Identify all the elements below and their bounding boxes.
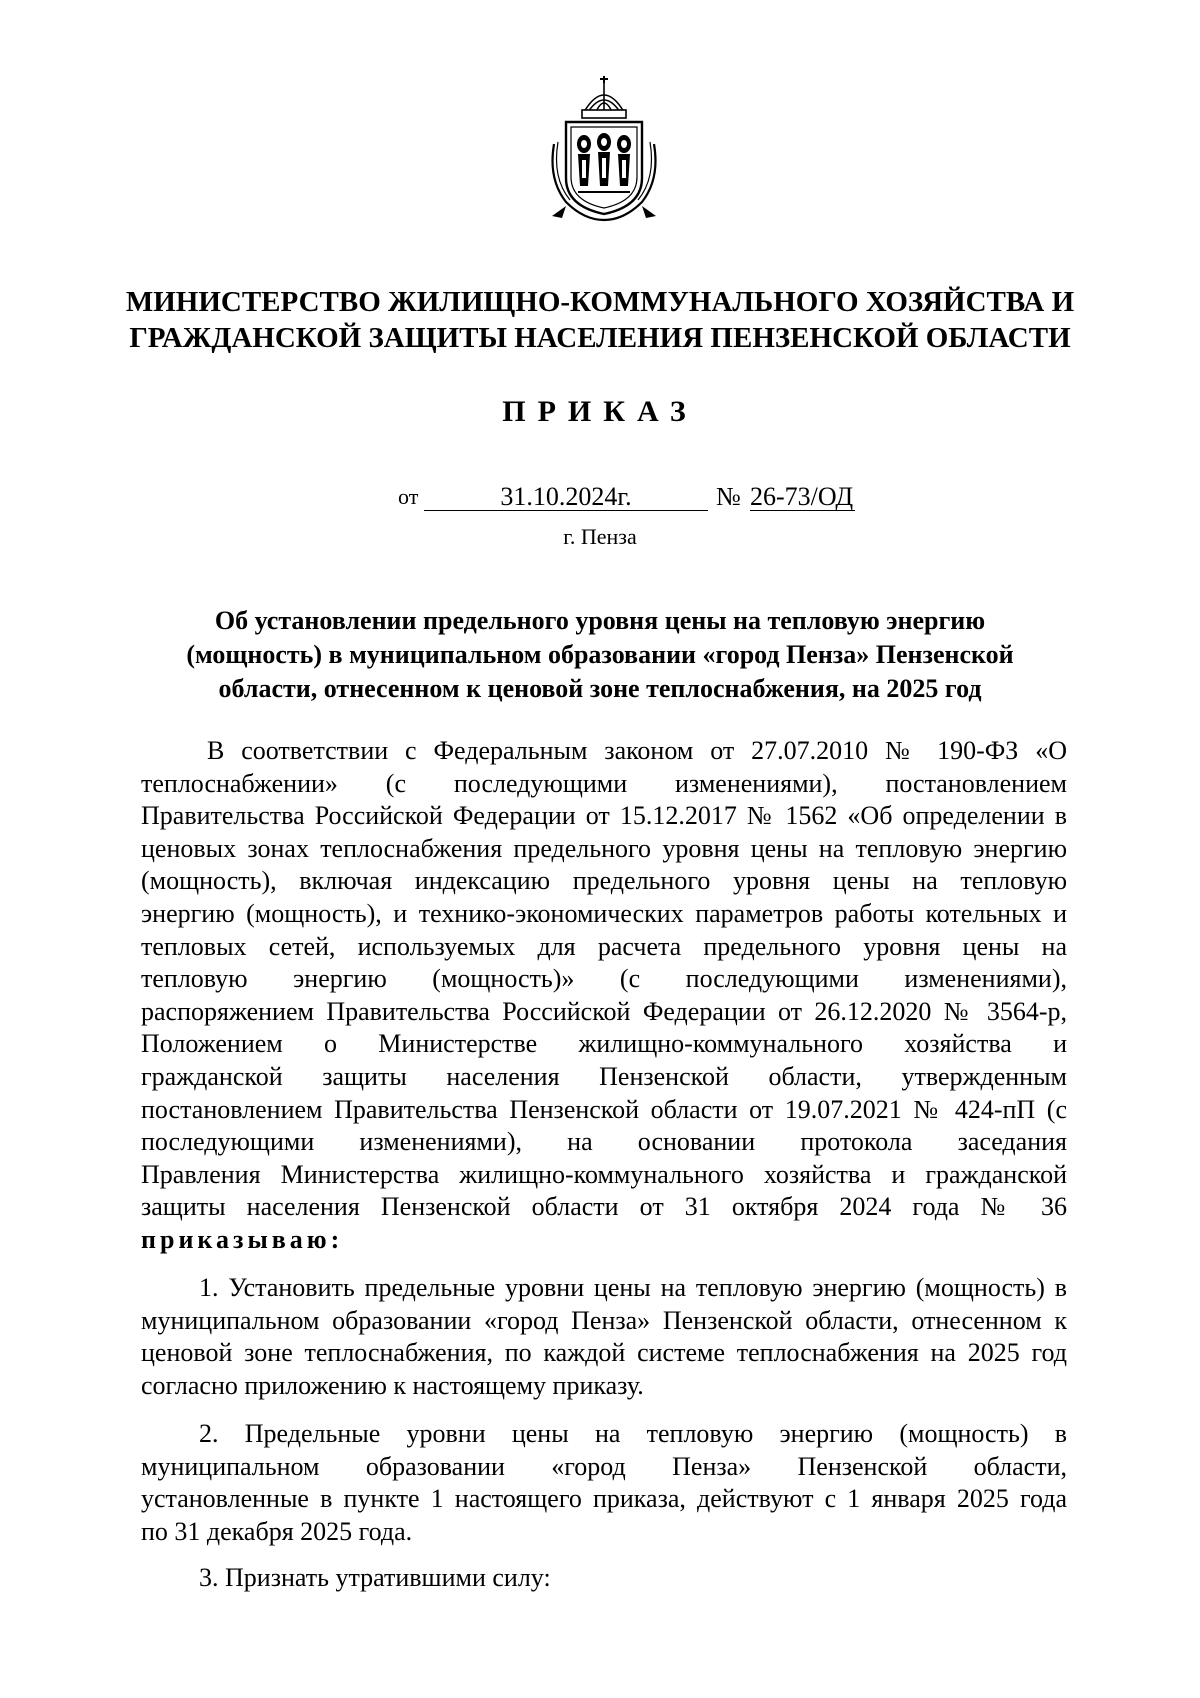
item-1-line-1: 1. Установить предельные уровни цены на тепловую энергию (мощность) в	[199, 1273, 1067, 1302]
preamble-paragraph	[141, 735, 1067, 1257]
item-2-line-2: муниципальном образовании «город Пенза» Пензенской области,	[141, 1451, 1067, 1481]
item-1-line-2: муниципальном образовании «город Пенза» Пензенской области, отнесенном к	[141, 1305, 1067, 1335]
preamble-closing: приказываю:	[141, 1224, 344, 1254]
item-1-line-4: согласно приложению к настоящему приказу.	[141, 1370, 644, 1400]
coat-of-arms-emblem	[544, 74, 664, 224]
document-type-title: ПРИКАЗ	[502, 395, 698, 428]
preamble-line-13: последующими изменениями), на основании протокола заседания	[141, 1127, 1067, 1157]
preamble-line-15: защиты населения Пензенской области от 31 октября 2024 года № 36	[141, 1192, 1067, 1222]
preamble-line-2: теплоснабжении» (с последующими изменениями), постановлением	[141, 768, 1067, 798]
item-3-line-1: 3. Признать утратившими силу:	[199, 1563, 551, 1592]
preamble-line-3: Правительства Российской Федерации от 15.12.2017 № 1562 «Об определении в	[141, 801, 1067, 831]
order-subject	[120, 604, 1080, 706]
ministry-name-line-2: ГРАЖДАНСКОЙ ЗАЩИТЫ НАСЕЛЕНИЯ ПЕНЗЕНСКОЙ ОБЛАСТИ	[129, 322, 1071, 354]
preamble-line-11: гражданской защиты населения Пензенской области, утвержденным	[141, 1061, 1067, 1091]
preamble-line-4: ценовых зонах теплоснабжения предельного уровня цены на тепловую энергию	[141, 833, 1067, 863]
preamble-line-6: энергию (мощность), и технико-экономических параметров работы котельных и	[141, 898, 1067, 928]
preamble-line-5: (мощность), включая индексацию предельного уровня цены на тепловую	[141, 866, 1067, 896]
preamble-line-9: распоряжением Правительства Российской Федерации от 26.12.2020 № 3564-р,	[141, 996, 1067, 1026]
item-2-line-3: установленные в пункте 1 настоящего приказа, действуют с 1 января 2025 года	[141, 1484, 1067, 1514]
ministry-name-line-1: МИНИСТЕРСТВО ЖИЛИЩНО-КОММУНАЛЬНОГО ХОЗЯЙСТВА И	[125, 286, 1075, 318]
subject-line-1: Об установлении предельного уровня цены на тепловую энергию	[214, 606, 986, 635]
date-prefix: от	[398, 484, 419, 509]
number-sign: №	[716, 482, 741, 511]
preamble-line-12: постановлением Правительства Пензенской области от 19.07.2021 № 424-пП (с	[141, 1094, 1067, 1124]
preamble-line-1: В соответствии с Федеральным законом от 27.07.2010 № 190-ФЗ «О	[207, 736, 1067, 765]
preamble-line-8: тепловую энергию (мощность)» (с последующими изменениями),	[141, 964, 1067, 994]
order-number: 26-73/ОД	[750, 482, 854, 511]
subject-line-2: (мощность) в муниципальном образовании «город Пенза» Пензенской	[186, 640, 1014, 669]
order-date: 31.10.2024г.	[424, 480, 708, 511]
ministry-name	[120, 284, 1080, 356]
preamble-line-14: Правления Министерства жилищно-коммунального хозяйства и гражданской	[141, 1159, 1067, 1189]
item-2-line-1: 2. Предельные уровни цены на тепловую энергию (мощность) в	[199, 1419, 1067, 1448]
subject-line-3: области, отнесенном к ценовой зоне теплоснабжения, на 2025 год	[218, 674, 982, 703]
item-1-paragraph	[141, 1272, 1067, 1402]
item-2-line-4: по 31 декабря 2025 года.	[141, 1516, 413, 1546]
preamble-line-7: тепловых сетей, используемых для расчета предельного уровня цены на	[141, 931, 1067, 961]
item-2-paragraph	[141, 1418, 1067, 1548]
item-1-line-3: ценовой зоне теплоснабжения, по каждой системе теплоснабжения на 2025 год	[141, 1338, 1067, 1368]
preamble-line-10: Положением о Министерстве жилищно-коммунального хозяйства и	[141, 1029, 1067, 1059]
city-name: г. Пенза	[563, 524, 637, 549]
item-3-paragraph	[141, 1562, 1067, 1595]
